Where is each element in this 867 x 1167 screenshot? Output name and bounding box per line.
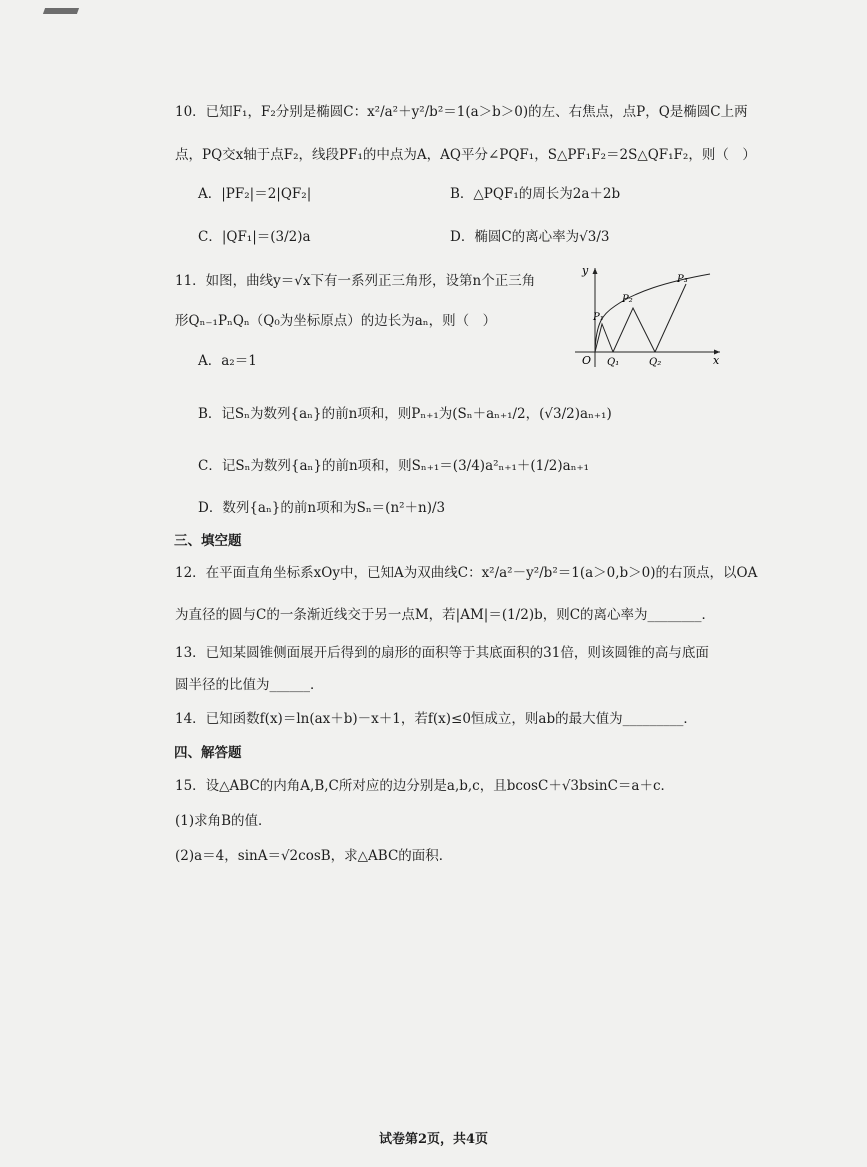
- q14-stem: 14．已知函数f(x)＝ln(ax＋b)－x＋1，若f(x)≤0恒成立，则ab的最大值为_________．: [175, 711, 697, 727]
- q10-option-a: A．|PF₂|＝2|QF₂|: [198, 186, 312, 202]
- q13-stem-line1: 13．已知某圆锥侧面展开后得到的扇形的面积等于其底面积的31倍，则该圆锥的高与底面: [175, 645, 709, 661]
- label-q1: Q₁: [607, 357, 620, 368]
- q15-part1: (1)求角B的值．: [175, 813, 272, 829]
- q11-option-b: B．记Sₙ为数列{aₙ}的前n项和，则Pₙ₊₁为(Sₙ＋aₙ₊₁/2，(√3/2)aₙ₊₁): [198, 406, 612, 422]
- q10-option-d: D．椭圆C的离心率为√3/3: [450, 229, 610, 245]
- q11-option-a: A．a₂＝1: [198, 353, 257, 369]
- page-footer: 试卷第2页，共4页: [378, 1132, 489, 1147]
- y-axis-label: y: [582, 264, 589, 277]
- q11-triangle-figure: [565, 262, 725, 374]
- section-fill-in-blank: 三、填空题: [174, 533, 242, 549]
- q11-option-c: C．记Sₙ为数列{aₙ}的前n项和，则Sₙ₊₁＝(3/4)a²ₙ₊₁＋(1/2)aₙ₊₁: [198, 458, 590, 474]
- q11-stem-line2: 形Qₙ₋₁PₙQₙ（Q₀为坐标原点）的边长为aₙ，则（ ）: [175, 313, 497, 329]
- q15-stem: 15．设△ABC的内角A,B,C所对应的边分别是a,b,c，且bcosC＋√3bsinC＝a＋c．: [175, 778, 675, 794]
- q13-stem-line2: 圆半径的比值为______．: [175, 677, 324, 693]
- q10-stem-line2: 点，PQ交x轴于点F₂，线段PF₁的中点为A，AQ平分∠PQF₁，S△PF₁F₂＝2S△QF₁F₂，则（ ）: [175, 147, 756, 163]
- x-axis-label: x: [713, 354, 720, 367]
- label-p3: P₃: [677, 274, 688, 285]
- q10-stem-line1: 10．已知F₁，F₂分别是椭圆C：x²/a²＋y²/b²＝1(a＞b＞0)的左、右焦点，点P，Q是椭圆C上两: [175, 104, 748, 120]
- section-solution: 四、解答题: [174, 745, 242, 761]
- label-q2: Q₂: [649, 357, 662, 368]
- q12-stem-line1: 12．在平面直角坐标系xOy中，已知A为双曲线C：x²/a²－y²/b²＝1(a＞0,b＞0)的右顶点，以OA: [175, 565, 758, 581]
- sqrt-curve: [595, 274, 710, 352]
- q12-stem-line2: 为直径的圆与C的一条渐近线交于另一点M，若|AM|＝(1/2)b，则C的离心率为________．: [175, 607, 716, 623]
- origin-label: O: [582, 354, 592, 367]
- label-p2: P₂: [622, 294, 633, 305]
- q11-stem-line1: 11．如图，曲线y＝√x下有一系列正三角形，设第n个正三角: [175, 273, 536, 289]
- q10-option-b: B．△PQF₁的周长为2a＋2b: [450, 186, 621, 202]
- q15-part2: (2)a＝4，sinA＝√2cosB，求△ABC的面积．: [175, 848, 453, 864]
- q11-option-d: D．数列{aₙ}的前n项和为Sₙ＝(n²＋n)/3: [198, 500, 446, 516]
- q10-option-c: C．|QF₁|＝(3/2)a: [198, 229, 311, 245]
- triangle-2: [613, 308, 655, 352]
- y-axis-arrow: [593, 268, 598, 274]
- scan-corner-mark: [43, 8, 79, 14]
- label-p1: P₁: [593, 312, 604, 323]
- triangle-3-edge: [655, 284, 686, 352]
